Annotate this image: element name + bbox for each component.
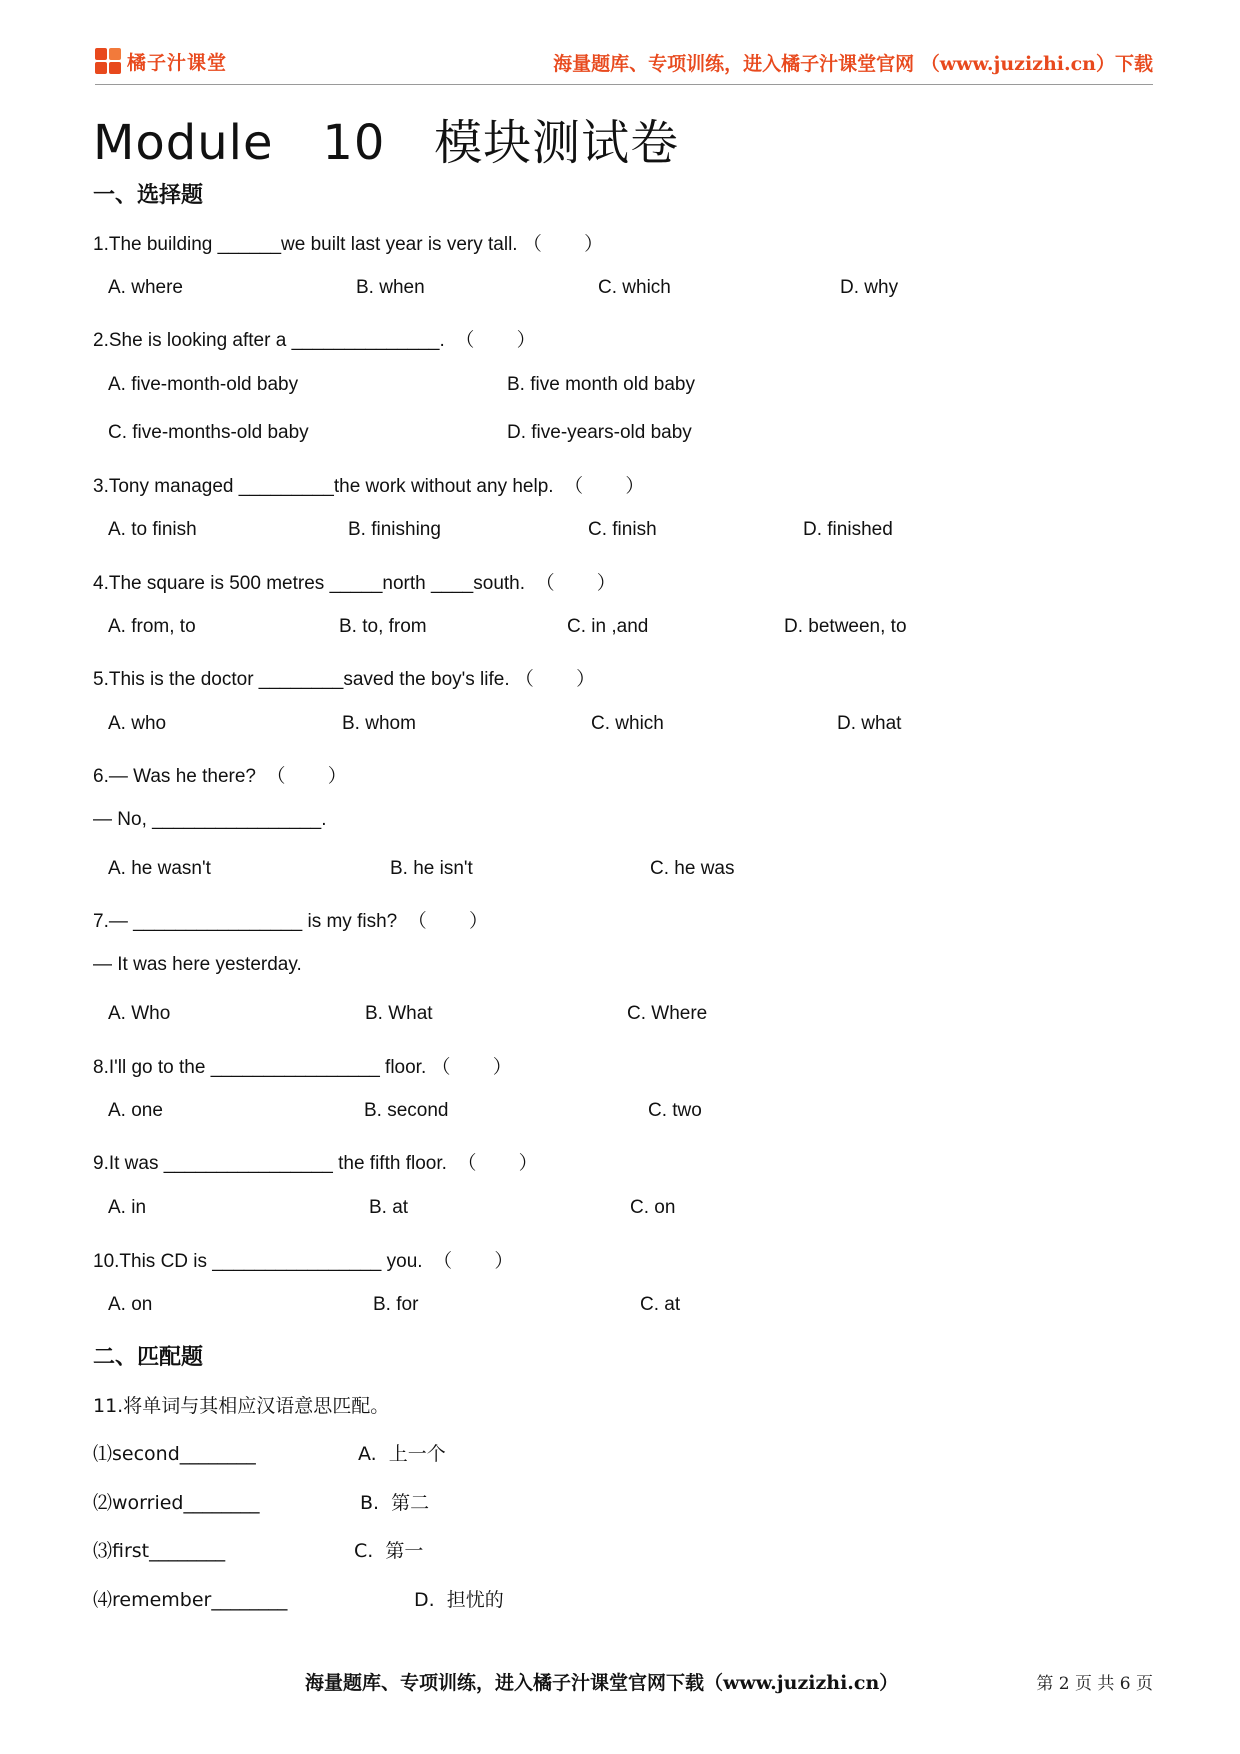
brand-logo[interactable] <box>95 46 227 76</box>
option-c: C. five-months-old baby <box>108 422 309 443</box>
question-stem: 9.It was ________________ the fifth floor. （ ） <box>93 1153 538 1174</box>
option-a: A. who <box>108 713 167 734</box>
option-a: A. Who <box>108 1003 171 1024</box>
question-stem: 7.— ________________ is my fish? （ ） <box>93 911 489 932</box>
option-a: A. he wasn't <box>108 858 211 879</box>
dialogue-line: — It was here yesterday. <box>93 954 302 975</box>
match-word: ⑴second________ <box>93 1443 256 1465</box>
option-c: C. he was <box>650 858 735 879</box>
option-b: B. What <box>365 1003 433 1024</box>
option-a: A. five-month-old baby <box>108 374 299 395</box>
match-word: ⑶first________ <box>93 1540 226 1562</box>
logo-text: 橘子汁课堂 <box>127 51 228 74</box>
option-a: A. one <box>108 1100 163 1121</box>
option-d: D. what <box>837 713 902 734</box>
page-number: 第 2 页 共 6 页 <box>1036 1674 1153 1694</box>
option-b: B. five month old baby <box>507 374 695 395</box>
header-tagline: 海量题库、专项训练，进入橘子汁课堂官网 （www.juzizhi.cn）下载 <box>553 53 1153 75</box>
section-heading-match: 二、匹配题 <box>93 1345 204 1370</box>
option-c: C. which <box>591 713 664 734</box>
option-b: B. whom <box>342 713 416 734</box>
option-a: A. in <box>108 1197 147 1218</box>
option-a: A. to finish <box>108 519 197 540</box>
option-b: B. to, from <box>339 616 427 637</box>
question-stem: 1.The building ______we built last year is very tall. （ ） <box>93 234 604 255</box>
option-a: A. from, to <box>108 616 196 637</box>
option-b: B. for <box>373 1294 419 1315</box>
question-stem: 4.The square is 500 metres _____north ____south. （ ） <box>93 573 616 594</box>
option-b: B. finishing <box>348 519 441 540</box>
option-c: C. Where <box>627 1003 708 1024</box>
match-meaning: A. 上一个 <box>358 1443 446 1465</box>
question-stem: 10.This CD is ________________ you. （ ） <box>93 1251 514 1272</box>
option-a: A. on <box>108 1294 153 1315</box>
option-b: B. when <box>356 277 425 298</box>
option-d: D. five-years-old baby <box>507 422 692 443</box>
option-d: D. between, to <box>784 616 907 637</box>
match-word: ⑷remember________ <box>93 1589 288 1611</box>
dialogue-line: — No, ________________. <box>93 809 327 830</box>
option-b: B. he isn't <box>390 858 473 879</box>
option-b: B. second <box>364 1100 449 1121</box>
option-c: C. finish <box>588 519 657 540</box>
option-d: D. why <box>840 277 899 298</box>
page-title: Module 10 模块测试卷 <box>93 115 680 171</box>
question-stem: 5.This is the doctor ________saved the boy's life. （ ） <box>93 669 596 690</box>
question-stem: 8.I'll go to the ________________ floor. （ ） <box>93 1057 512 1078</box>
question-stem: 3.Tony managed _________the work without any help. （ ） <box>93 476 645 497</box>
logo-icon <box>95 48 121 74</box>
footer-promo: 海量题库、专项训练，进入橘子汁课堂官网下载（www.juzizhi.cn） <box>305 1672 899 1694</box>
option-a: A. where <box>108 277 183 298</box>
section-heading-choice: 一、选择题 <box>93 183 204 208</box>
option-b: B. at <box>369 1197 409 1218</box>
page-header <box>95 40 1153 85</box>
question-stem: 6.— Was he there? （ ） <box>93 766 347 787</box>
option-c: C. in ,and <box>567 616 649 637</box>
option-c: C. two <box>648 1100 702 1121</box>
option-d: D. finished <box>803 519 893 540</box>
question-stem: 2.She is looking after a ______________. （ ） <box>93 330 536 351</box>
match-meaning: C. 第一 <box>354 1540 424 1562</box>
option-c: C. at <box>640 1294 681 1315</box>
match-meaning: B. 第二 <box>360 1492 430 1514</box>
option-c: C. on <box>630 1197 676 1218</box>
match-meaning: D. 担忧的 <box>414 1589 504 1611</box>
matching-instruction: 11.将单词与其相应汉语意思匹配。 <box>93 1395 390 1417</box>
option-c: C. which <box>598 277 671 298</box>
match-word: ⑵worried________ <box>93 1492 260 1514</box>
